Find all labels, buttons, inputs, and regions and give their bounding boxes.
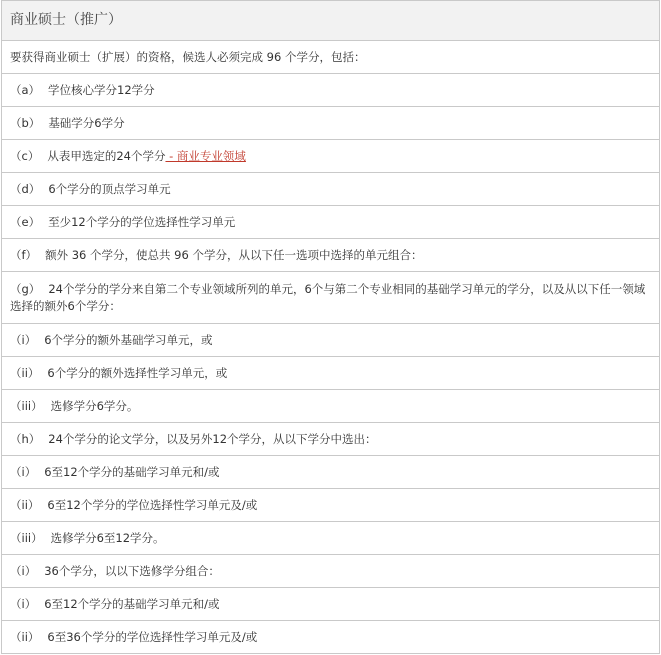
item-text: 从表甲选定的24个学分 [47,148,166,163]
item-text: 学位核心学分12学分 [48,82,155,97]
item-label: （ii） [10,497,40,512]
item-label: （c） [10,148,40,163]
business-specialization-link[interactable]: - 商业专业领域 [165,148,246,163]
item-label: （i） [10,464,37,479]
table-row [2,522,660,555]
page-title: 商业硕士（推广） [2,1,660,41]
item-text: 6至12个学分的基础学习单元和/或 [44,464,220,479]
item-label: （a） [10,82,41,97]
item-label: （iii） [10,398,43,413]
item-label: （i） [10,332,37,347]
item-text: 基础学分6学分 [48,115,125,130]
table-row [2,555,660,588]
table-row [2,390,660,423]
table-row [2,357,660,390]
item-text: 6个学分的额外基础学习单元，或 [44,332,213,347]
item-text: 额外 36 个学分，使总共 96 个学分，从以下任一选项中选择的单元组合： [45,247,423,262]
item-label: （i） [10,596,37,611]
item-text: 6至12个学分的基础学习单元和/或 [44,596,220,611]
item-label: （e） [10,214,41,229]
item-label: （iii） [10,530,43,545]
item-text: 6个学分的额外选择性学习单元，或 [47,365,228,380]
table-row [2,272,660,324]
table-row [2,206,660,239]
item-text: 24个学分的论文学分，以及另外12个学分，从以下学分中选出： [48,431,377,446]
item-label: （g） [10,281,41,296]
item-text: 24个学分的学分来自第二个专业领域所列的单元，6个与第二个专业相同的基础学习单元的学分，以及从以下任一领域选择的额外6个学分： [10,281,646,313]
item-label: （h） [10,431,41,446]
item-text: 至少12个学分的学位选择性学习单元 [48,214,236,229]
item-text: 6至12个学分的学位选择性学习单元及/或 [47,497,258,512]
item-text: 选修学分6学分。 [50,398,139,413]
item-label: （ii） [10,629,40,644]
table-row [2,588,660,621]
item-label: （d） [10,181,41,196]
table-row [2,456,660,489]
item-label: （i） [10,563,37,578]
table-row [2,74,660,107]
table-row [2,489,660,522]
table-row [2,621,660,654]
table-row [2,173,660,206]
table-row [2,140,660,173]
table-row [2,239,660,272]
item-label: （b） [10,115,41,130]
item-text: 6个学分的顶点学习单元 [48,181,171,196]
item-text: 6至36个学分的学位选择性学习单元及/或 [47,629,258,644]
item-label: （f） [10,247,38,262]
table-row [2,423,660,456]
item-text: 选修学分6至12学分。 [50,530,165,545]
requirements-table [1,0,660,654]
item-label: （ii） [10,365,40,380]
intro-text: 要获得商业硕士（扩展）的资格，候选人必须完成 96 个学分，包括： [2,41,660,74]
table-header-row [2,1,660,41]
intro-row [2,41,660,74]
item-text: 36个学分，以以下选修学分组合： [44,563,220,578]
table-row [2,107,660,140]
table-row [2,324,660,357]
